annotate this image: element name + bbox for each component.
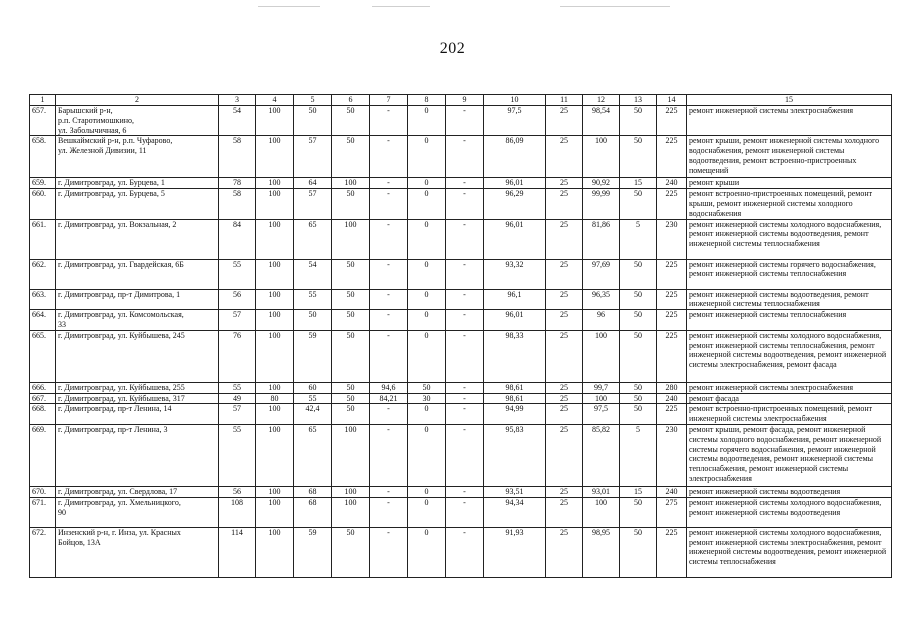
works-cell: ремонт встроенно-пристроенных помещений, ремонт крыши, ремонт инженерной системы холодного водоснабжения xyxy=(687,189,892,219)
value-cell: 50 xyxy=(332,527,370,577)
value-cell: 240 xyxy=(657,178,687,189)
value-cell: 50 xyxy=(620,189,657,219)
value-cell: 84 xyxy=(219,219,256,259)
row-number: 657. xyxy=(30,106,56,136)
value-cell: 25 xyxy=(546,289,583,310)
column-header: 10 xyxy=(484,95,546,106)
works-cell: ремонт фасада xyxy=(687,393,892,404)
value-cell: 0 xyxy=(408,219,446,259)
column-header: 5 xyxy=(294,95,332,106)
value-cell: - xyxy=(370,486,408,497)
value-cell: 100 xyxy=(332,497,370,527)
value-cell: 225 xyxy=(657,330,687,382)
row-number: 662. xyxy=(30,259,56,289)
value-cell: 50 xyxy=(294,310,332,331)
value-cell: 0 xyxy=(408,486,446,497)
value-cell: 25 xyxy=(546,527,583,577)
value-cell: 95,83 xyxy=(484,424,546,486)
value-cell: 0 xyxy=(408,259,446,289)
value-cell: 280 xyxy=(657,382,687,393)
value-cell: - xyxy=(446,497,484,527)
value-cell: 97,69 xyxy=(583,259,620,289)
value-cell: 59 xyxy=(294,527,332,577)
value-cell: 25 xyxy=(546,382,583,393)
value-cell: 49 xyxy=(219,393,256,404)
table-row xyxy=(30,136,892,178)
value-cell: 25 xyxy=(546,106,583,136)
address-cell: г. Димитровград, ул. Куйбышева, 255 xyxy=(56,382,219,393)
value-cell: 114 xyxy=(219,527,256,577)
value-cell: - xyxy=(370,527,408,577)
table-row xyxy=(30,393,892,404)
table-row xyxy=(30,486,892,497)
table-row xyxy=(30,330,892,382)
value-cell: 50 xyxy=(332,106,370,136)
value-cell: 25 xyxy=(546,219,583,259)
value-cell: 0 xyxy=(408,178,446,189)
value-cell: 100 xyxy=(256,136,294,178)
column-header: 15 xyxy=(687,95,892,106)
value-cell: 99,7 xyxy=(583,382,620,393)
table-row xyxy=(30,259,892,289)
row-number: 659. xyxy=(30,178,56,189)
value-cell: 97,5 xyxy=(484,106,546,136)
value-cell: 15 xyxy=(620,486,657,497)
table-row xyxy=(30,497,892,527)
value-cell: 96,01 xyxy=(484,310,546,331)
value-cell: 25 xyxy=(546,486,583,497)
value-cell: 100 xyxy=(256,382,294,393)
value-cell: 93,51 xyxy=(484,486,546,497)
row-number: 658. xyxy=(30,136,56,178)
value-cell: 65 xyxy=(294,424,332,486)
value-cell: - xyxy=(370,289,408,310)
value-cell: 100 xyxy=(256,310,294,331)
value-cell: - xyxy=(370,330,408,382)
address-cell: г. Димитровград, ул. Бурцева, 1 xyxy=(56,178,219,189)
value-cell: - xyxy=(446,259,484,289)
value-cell: 42,4 xyxy=(294,404,332,425)
works-cell: ремонт инженерной системы электроснабжения xyxy=(687,382,892,393)
value-cell: 50 xyxy=(620,106,657,136)
value-cell: 54 xyxy=(294,259,332,289)
value-cell: 86,09 xyxy=(484,136,546,178)
page-number: 202 xyxy=(439,40,466,57)
value-cell: 76 xyxy=(219,330,256,382)
column-header: 7 xyxy=(370,95,408,106)
address-cell: г. Димитровград, ул. Комсомольская, 33 xyxy=(56,310,219,331)
value-cell: 225 xyxy=(657,310,687,331)
value-cell: 50 xyxy=(332,393,370,404)
value-cell: 100 xyxy=(583,136,620,178)
row-number: 666. xyxy=(30,382,56,393)
value-cell: 96,1 xyxy=(484,289,546,310)
value-cell: 98,95 xyxy=(583,527,620,577)
value-cell: 57 xyxy=(294,136,332,178)
row-number: 670. xyxy=(30,486,56,497)
value-cell: - xyxy=(446,330,484,382)
value-cell: 50 xyxy=(332,404,370,425)
value-cell: 90,92 xyxy=(583,178,620,189)
address-cell: г. Димитровград, пр-т Ленина, 3 xyxy=(56,424,219,486)
works-cell: ремонт крыши xyxy=(687,178,892,189)
value-cell: 0 xyxy=(408,310,446,331)
value-cell: 96,01 xyxy=(484,219,546,259)
repair-registry-table xyxy=(29,94,892,578)
value-cell: 100 xyxy=(256,330,294,382)
value-cell: 100 xyxy=(256,189,294,219)
works-cell: ремонт инженерной системы водоотведения, ремонт инженерной системы теплоснабжения xyxy=(687,289,892,310)
value-cell: 100 xyxy=(583,497,620,527)
value-cell: 94,34 xyxy=(484,497,546,527)
value-cell: 98,33 xyxy=(484,330,546,382)
value-cell: 58 xyxy=(219,189,256,219)
scan-artifact xyxy=(372,6,430,7)
value-cell: 240 xyxy=(657,393,687,404)
value-cell: 84,21 xyxy=(370,393,408,404)
value-cell: 100 xyxy=(332,219,370,259)
value-cell: - xyxy=(446,106,484,136)
value-cell: 55 xyxy=(294,393,332,404)
value-cell: 94,99 xyxy=(484,404,546,425)
value-cell: 59 xyxy=(294,330,332,382)
row-number: 664. xyxy=(30,310,56,331)
value-cell: 68 xyxy=(294,486,332,497)
value-cell: 50 xyxy=(620,393,657,404)
value-cell: 0 xyxy=(408,289,446,310)
column-header: 12 xyxy=(583,95,620,106)
row-number: 672. xyxy=(30,527,56,577)
value-cell: 58 xyxy=(219,136,256,178)
value-cell: 50 xyxy=(332,310,370,331)
value-cell: 55 xyxy=(219,424,256,486)
value-cell: 50 xyxy=(620,310,657,331)
value-cell: 100 xyxy=(256,259,294,289)
column-header: 3 xyxy=(219,95,256,106)
value-cell: 100 xyxy=(256,424,294,486)
value-cell: 93,32 xyxy=(484,259,546,289)
value-cell: - xyxy=(446,527,484,577)
address-cell: г. Димитровград, ул. Куйбышева, 317 xyxy=(56,393,219,404)
value-cell: 55 xyxy=(219,259,256,289)
value-cell: 55 xyxy=(294,289,332,310)
value-cell: 25 xyxy=(546,259,583,289)
address-cell: г. Димитровград, пр-т Димитрова, 1 xyxy=(56,289,219,310)
value-cell: - xyxy=(370,259,408,289)
works-cell: ремонт инженерной системы холодного водоснабжения, ремонт инженерной системы электроснабжения, ремонт инженерной системы водоотведения, ремонт инженерной системы теплоснабжения xyxy=(687,527,892,577)
value-cell: 98,54 xyxy=(583,106,620,136)
value-cell: 50 xyxy=(332,259,370,289)
value-cell: - xyxy=(370,497,408,527)
value-cell: - xyxy=(446,382,484,393)
address-cell: г. Димитровград, ул. Куйбышева, 245 xyxy=(56,330,219,382)
header-row xyxy=(30,95,892,106)
value-cell: 5 xyxy=(620,424,657,486)
value-cell: 50 xyxy=(294,106,332,136)
value-cell: 56 xyxy=(219,486,256,497)
row-number: 669. xyxy=(30,424,56,486)
address-cell: г. Димитровград, пр-т Ленина, 14 xyxy=(56,404,219,425)
row-number: 665. xyxy=(30,330,56,382)
value-cell: 25 xyxy=(546,189,583,219)
value-cell: 65 xyxy=(294,219,332,259)
value-cell: 225 xyxy=(657,106,687,136)
works-cell: ремонт инженерной системы водоотведения xyxy=(687,486,892,497)
value-cell: 100 xyxy=(256,178,294,189)
value-cell: 50 xyxy=(620,330,657,382)
value-cell: 60 xyxy=(294,382,332,393)
table-row xyxy=(30,404,892,425)
value-cell: 100 xyxy=(256,497,294,527)
value-cell: 50 xyxy=(332,136,370,178)
value-cell: 93,01 xyxy=(583,486,620,497)
value-cell: 91,93 xyxy=(484,527,546,577)
value-cell: 57 xyxy=(294,189,332,219)
column-header: 9 xyxy=(446,95,484,106)
value-cell: 81,86 xyxy=(583,219,620,259)
value-cell: 100 xyxy=(583,393,620,404)
value-cell: 100 xyxy=(256,289,294,310)
column-header: 14 xyxy=(657,95,687,106)
value-cell: - xyxy=(370,136,408,178)
value-cell: 50 xyxy=(620,527,657,577)
value-cell: 85,82 xyxy=(583,424,620,486)
value-cell: 25 xyxy=(546,330,583,382)
table-row xyxy=(30,106,892,136)
works-cell: ремонт инженерной системы горячего водоснабжения, ремонт инженерной системы теплоснабжения xyxy=(687,259,892,289)
value-cell: 0 xyxy=(408,404,446,425)
table-row xyxy=(30,424,892,486)
column-header: 13 xyxy=(620,95,657,106)
column-header: 11 xyxy=(546,95,583,106)
column-header: 1 xyxy=(30,95,56,106)
works-cell: ремонт инженерной системы холодного водоснабжения, ремонт инженерной системы теплоснабжения, ремонт инженерной системы водоотведения, ремонт инженерной системы электроснабжения, ремонт фасада xyxy=(687,330,892,382)
column-header: 4 xyxy=(256,95,294,106)
value-cell: 50 xyxy=(620,259,657,289)
value-cell: 97,5 xyxy=(583,404,620,425)
table-row xyxy=(30,289,892,310)
value-cell: 25 xyxy=(546,393,583,404)
value-cell: 25 xyxy=(546,497,583,527)
value-cell: - xyxy=(446,404,484,425)
scan-artifact xyxy=(258,6,320,7)
value-cell: 99,99 xyxy=(583,189,620,219)
value-cell: 225 xyxy=(657,189,687,219)
table-row xyxy=(30,219,892,259)
value-cell: 50 xyxy=(620,289,657,310)
value-cell: 100 xyxy=(256,404,294,425)
row-number: 667. xyxy=(30,393,56,404)
value-cell: 100 xyxy=(583,330,620,382)
value-cell: - xyxy=(446,136,484,178)
value-cell: - xyxy=(370,310,408,331)
value-cell: 96 xyxy=(583,310,620,331)
address-cell: г. Димитровград, ул. Бурцева, 5 xyxy=(56,189,219,219)
column-header: 2 xyxy=(56,95,219,106)
value-cell: 96,01 xyxy=(484,178,546,189)
table-row xyxy=(30,527,892,577)
value-cell: 78 xyxy=(219,178,256,189)
value-cell: - xyxy=(370,219,408,259)
value-cell: 15 xyxy=(620,178,657,189)
value-cell: - xyxy=(370,404,408,425)
value-cell: 96,29 xyxy=(484,189,546,219)
value-cell: 230 xyxy=(657,219,687,259)
value-cell: 98,61 xyxy=(484,393,546,404)
value-cell: 30 xyxy=(408,393,446,404)
works-cell: ремонт инженерной системы холодного водоснабжения, ремонт инженерной системы водоотведения xyxy=(687,497,892,527)
works-cell: ремонт инженерной системы холодного водоснабжения, ремонт инженерной системы водоотведения, ремонт инженерной системы теплоснабжения xyxy=(687,219,892,259)
value-cell: 225 xyxy=(657,136,687,178)
value-cell: 96,35 xyxy=(583,289,620,310)
value-cell: - xyxy=(446,486,484,497)
value-cell: 100 xyxy=(332,486,370,497)
address-cell: г. Димитровград, ул. Вокзальная, 2 xyxy=(56,219,219,259)
address-cell: Барышский р-н, р.п. Старотимошкино, ул. Заболычичная, 6 xyxy=(56,106,219,136)
value-cell: 0 xyxy=(408,136,446,178)
value-cell: - xyxy=(370,178,408,189)
value-cell: 100 xyxy=(256,527,294,577)
row-number: 660. xyxy=(30,189,56,219)
value-cell: 230 xyxy=(657,424,687,486)
address-cell: Вешкаймский р-н, р.п. Чуфарово, ул. Железной Дивизии, 11 xyxy=(56,136,219,178)
scan-artifact xyxy=(560,6,670,7)
value-cell: 57 xyxy=(219,404,256,425)
table-row xyxy=(30,178,892,189)
column-header: 6 xyxy=(332,95,370,106)
value-cell: 0 xyxy=(408,106,446,136)
value-cell: 100 xyxy=(256,486,294,497)
address-cell: Инзенский р-н, г. Инза, ул. Красных Бойцов, 13А xyxy=(56,527,219,577)
value-cell: - xyxy=(446,310,484,331)
value-cell: - xyxy=(370,424,408,486)
value-cell: 225 xyxy=(657,289,687,310)
value-cell: 108 xyxy=(219,497,256,527)
table-row xyxy=(30,382,892,393)
works-cell: ремонт инженерной системы электроснабжения xyxy=(687,106,892,136)
value-cell: - xyxy=(446,393,484,404)
value-cell: 25 xyxy=(546,178,583,189)
works-cell: ремонт крыши, ремонт фасада, ремонт инженерной системы холодного водоснабжения, ремонт инженерной системы горячего водоснабжения, ремонт инженерной системы водоотведения, ремонт инженерной системы теплоснабжения, ремонт инженерной системы электроснабжения xyxy=(687,424,892,486)
value-cell: 50 xyxy=(620,404,657,425)
value-cell: 25 xyxy=(546,136,583,178)
value-cell: 80 xyxy=(256,393,294,404)
value-cell: 50 xyxy=(332,330,370,382)
address-cell: г. Димитровград, ул. Хмельницкого, 90 xyxy=(56,497,219,527)
value-cell: 225 xyxy=(657,259,687,289)
value-cell: 50 xyxy=(332,382,370,393)
value-cell: 0 xyxy=(408,330,446,382)
value-cell: 25 xyxy=(546,404,583,425)
value-cell: - xyxy=(446,178,484,189)
value-cell: 50 xyxy=(620,497,657,527)
value-cell: 50 xyxy=(332,289,370,310)
address-cell: г. Димитровград, ул. Гвардейская, 6Б xyxy=(56,259,219,289)
value-cell: 50 xyxy=(620,136,657,178)
value-cell: - xyxy=(446,219,484,259)
value-cell: 94,6 xyxy=(370,382,408,393)
value-cell: 100 xyxy=(256,106,294,136)
value-cell: 0 xyxy=(408,424,446,486)
value-cell: - xyxy=(370,189,408,219)
row-number: 661. xyxy=(30,219,56,259)
value-cell: 225 xyxy=(657,404,687,425)
value-cell: 68 xyxy=(294,497,332,527)
value-cell: 57 xyxy=(219,310,256,331)
value-cell: 225 xyxy=(657,527,687,577)
works-cell: ремонт инженерной системы теплоснабжения xyxy=(687,310,892,331)
value-cell: 25 xyxy=(546,310,583,331)
value-cell: 100 xyxy=(332,178,370,189)
row-number: 663. xyxy=(30,289,56,310)
works-cell: ремонт крыши, ремонт инженерной системы холодного водоснабжения, ремонт инженерной системы водоотведения, ремонт встроенно-пристроенных помещений xyxy=(687,136,892,178)
value-cell: 0 xyxy=(408,497,446,527)
table-row xyxy=(30,189,892,219)
value-cell: - xyxy=(446,189,484,219)
value-cell: 0 xyxy=(408,189,446,219)
column-header: 8 xyxy=(408,95,446,106)
value-cell: - xyxy=(446,424,484,486)
value-cell: 56 xyxy=(219,289,256,310)
value-cell: 25 xyxy=(546,424,583,486)
works-cell: ремонт встроенно-пристроенных помещений, ремонт инженерной системы электроснабжения xyxy=(687,404,892,425)
row-number: 668. xyxy=(30,404,56,425)
address-cell: г. Димитровград, ул. Свердлова, 17 xyxy=(56,486,219,497)
value-cell: 5 xyxy=(620,219,657,259)
value-cell: 55 xyxy=(219,382,256,393)
value-cell: - xyxy=(446,289,484,310)
value-cell: 54 xyxy=(219,106,256,136)
value-cell: 50 xyxy=(620,382,657,393)
value-cell: 275 xyxy=(657,497,687,527)
value-cell: - xyxy=(370,106,408,136)
value-cell: 100 xyxy=(332,424,370,486)
table-row xyxy=(30,310,892,331)
value-cell: 240 xyxy=(657,486,687,497)
value-cell: 50 xyxy=(408,382,446,393)
value-cell: 64 xyxy=(294,178,332,189)
value-cell: 0 xyxy=(408,527,446,577)
value-cell: 50 xyxy=(332,189,370,219)
value-cell: 98,61 xyxy=(484,382,546,393)
value-cell: 100 xyxy=(256,219,294,259)
row-number: 671. xyxy=(30,497,56,527)
